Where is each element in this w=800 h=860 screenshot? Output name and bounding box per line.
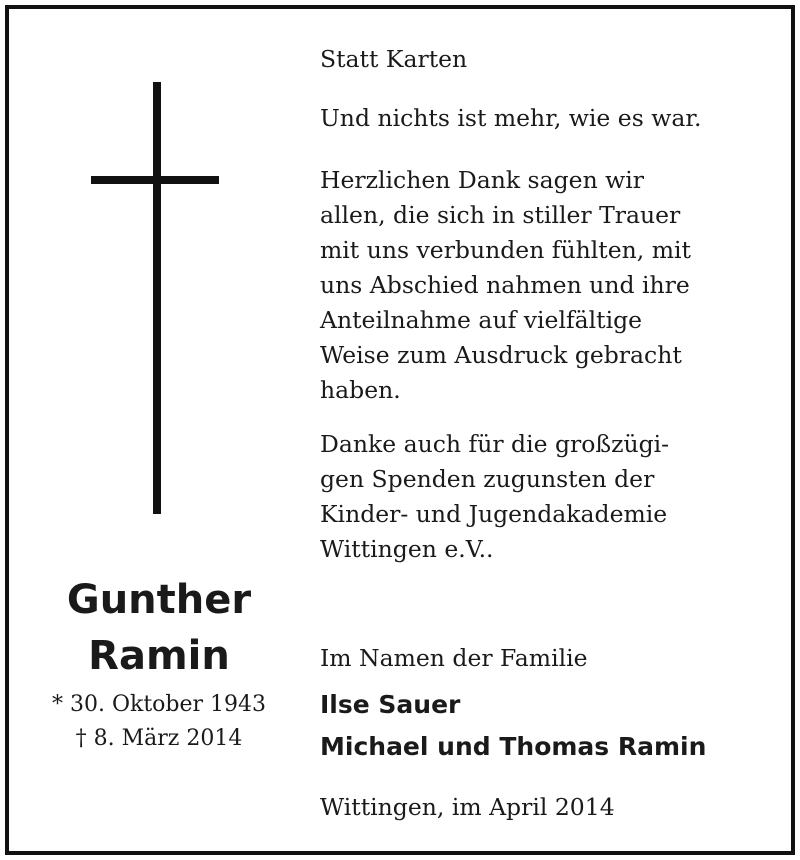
thanks-line: uns Abschied nahmen und ihre bbox=[320, 271, 690, 299]
deceased-last-name: Ramin bbox=[88, 633, 230, 679]
donation-line: Danke auch für die großzügi- bbox=[320, 430, 670, 458]
place-date: Wittingen, im April 2014 bbox=[320, 793, 615, 821]
thanks-paragraph bbox=[320, 163, 780, 408]
thanks-line: mit uns verbunden fühlten, mit bbox=[320, 236, 691, 264]
donation-line: gen Spenden zugunsten der bbox=[320, 465, 655, 493]
donation-paragraph bbox=[320, 427, 780, 567]
thanks-line: Weise zum Ausdruck gebracht bbox=[320, 341, 682, 369]
intro-text: Statt Karten bbox=[320, 45, 468, 73]
family-intro: Im Namen der Familie bbox=[320, 644, 588, 672]
cross-icon-bar bbox=[91, 176, 219, 184]
signature-name: Michael und Thomas Ramin bbox=[320, 732, 707, 761]
thanks-line: Herzlichen Dank sagen wir bbox=[320, 166, 645, 194]
death-date: † 8. März 2014 bbox=[75, 726, 243, 751]
obituary-notice bbox=[5, 5, 795, 855]
donation-line: Wittingen e.V.. bbox=[320, 535, 494, 563]
thanks-line: haben. bbox=[320, 376, 401, 404]
thanks-line: allen, die sich in stiller Trauer bbox=[320, 201, 681, 229]
thanks-line: Anteilnahme auf vielfältige bbox=[320, 306, 643, 334]
birth-date: * 30. Oktober 1943 bbox=[51, 692, 267, 717]
cross-icon bbox=[153, 82, 161, 514]
donation-line: Kinder- und Jugendakademie bbox=[320, 500, 668, 528]
signature-name: Ilse Sauer bbox=[320, 690, 461, 719]
deceased-first-name: Gunther bbox=[66, 577, 252, 623]
headline-text: Und nichts ist mehr, wie es war. bbox=[320, 104, 702, 132]
